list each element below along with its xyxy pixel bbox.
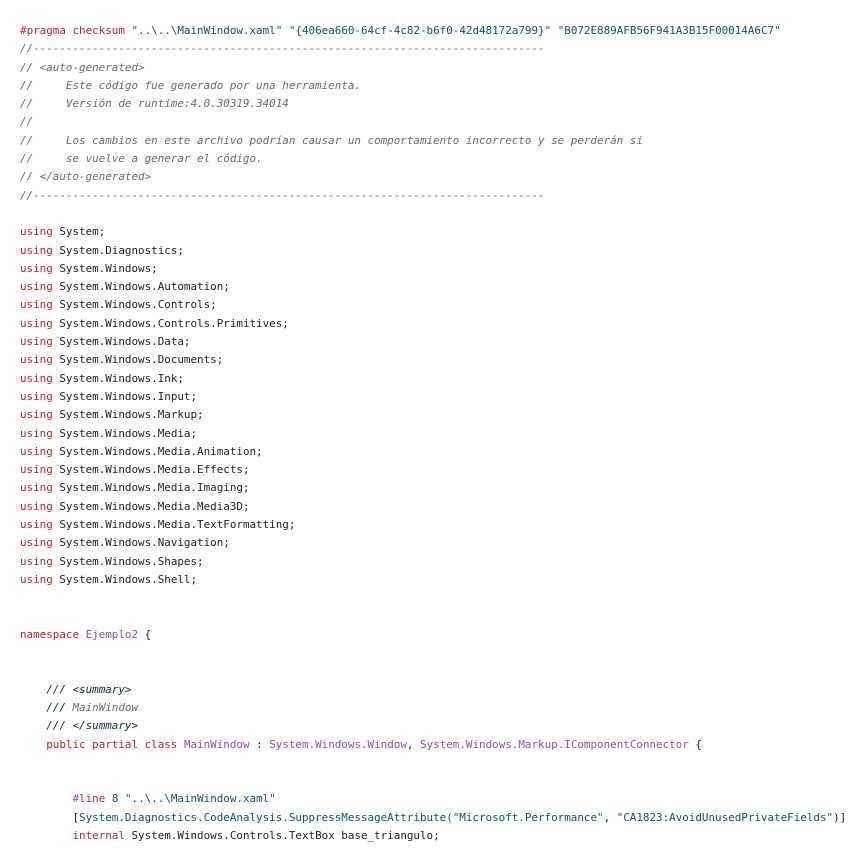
code-token-text: System.Windows.Media.TextFormatting; bbox=[52, 518, 296, 532]
code-token-text: System.Windows.Markup; bbox=[52, 408, 204, 422]
code-token-comment: // </auto-generated> bbox=[20, 170, 152, 184]
code-token-text: System.Windows.Automation; bbox=[52, 280, 230, 294]
code-token-keyword: using bbox=[20, 298, 53, 312]
code-line bbox=[20, 662, 848, 680]
code-line bbox=[20, 187, 848, 205]
code-token-string: "CA1823:AvoidUnusedPrivateFields" bbox=[616, 810, 834, 824]
code-token-keyword: namespace bbox=[20, 627, 80, 641]
code-token-comment: // Versión de runtime:4.0.30319.34014 bbox=[20, 97, 289, 111]
code-token-text bbox=[20, 701, 46, 714]
code-token-text: System.Windows.Data; bbox=[52, 335, 191, 349]
code-token-text: System.Windows; bbox=[52, 261, 158, 275]
code-line bbox=[20, 260, 848, 278]
code-token-text bbox=[20, 719, 46, 732]
code-token-comment: // bbox=[20, 115, 34, 129]
code-token-text: )] bbox=[833, 810, 847, 824]
code-line bbox=[20, 461, 848, 479]
code-token-text: System.Windows.Media.Animation; bbox=[52, 444, 263, 458]
code-line bbox=[20, 150, 848, 168]
code-token-number: 8 bbox=[111, 792, 119, 806]
code-token-keyword: public partial class bbox=[46, 737, 178, 751]
code-token-comment: //------------------------------------------------------------------------------ bbox=[20, 188, 545, 202]
code-line bbox=[20, 754, 848, 772]
code-token-text: System.Windows.Shell; bbox=[52, 572, 198, 586]
code-line bbox=[20, 113, 848, 131]
code-line bbox=[20, 22, 848, 40]
code-token-comment: MainWindow bbox=[72, 700, 139, 714]
code-line bbox=[20, 534, 848, 552]
code-token-text: System.Diagnostics; bbox=[52, 243, 184, 257]
code-line bbox=[20, 571, 848, 589]
code-line bbox=[20, 132, 848, 150]
code-token-keyword: using bbox=[20, 371, 53, 385]
code-token-text: , bbox=[406, 737, 421, 751]
code-token-keyword: using bbox=[20, 261, 53, 275]
code-line bbox=[20, 681, 848, 699]
code-line bbox=[20, 315, 848, 333]
code-token-keyword: line bbox=[79, 792, 106, 806]
code-token-text: { bbox=[688, 737, 702, 751]
code-token-text: System.Windows.Media.Imaging; bbox=[52, 481, 250, 495]
code-token-keyword: using bbox=[20, 353, 53, 367]
code-line bbox=[20, 809, 848, 827]
code-token-doc: /// <summary> bbox=[46, 682, 132, 696]
code-token-text: System.Windows.Controls; bbox=[52, 298, 217, 312]
code-token-string: "B072E889AFB56F941A3B15F00014A6C7" bbox=[557, 24, 781, 37]
code-line bbox=[20, 644, 848, 662]
code-line bbox=[20, 736, 848, 754]
code-line bbox=[20, 827, 848, 845]
code-token-text: System; bbox=[52, 225, 106, 239]
code-token-keyword: using bbox=[20, 280, 53, 294]
code-token-text bbox=[20, 829, 72, 842]
code-token-keyword: using bbox=[20, 481, 53, 495]
code-line bbox=[20, 516, 848, 534]
code-token-keyword: using bbox=[20, 225, 53, 239]
code-line bbox=[20, 717, 848, 735]
code-token-text: System.Windows.Documents; bbox=[52, 353, 224, 367]
code-line bbox=[20, 699, 848, 717]
code-line bbox=[20, 370, 848, 388]
code-token-string: "{406ea660-64cf-4c82-b6f0-42d48172a799}" bbox=[288, 24, 552, 37]
code-token-doc: /// bbox=[46, 700, 73, 714]
code-token-keyword: using bbox=[20, 426, 53, 440]
code-token-keyword: using bbox=[20, 554, 53, 568]
code-line bbox=[20, 608, 848, 626]
code-line bbox=[20, 772, 848, 790]
code-token-comment: // Este código fue generado por una herramienta. bbox=[20, 78, 361, 92]
code-token-hash: # bbox=[72, 792, 80, 806]
code-token-text: : bbox=[249, 737, 270, 751]
code-token-text bbox=[20, 792, 72, 805]
code-token-keyword: # bbox=[20, 24, 27, 37]
code-token-keyword: using bbox=[20, 499, 53, 513]
code-line bbox=[20, 278, 848, 296]
code-line bbox=[20, 626, 848, 644]
code-token-string: "..\..\MainWindow.xaml" bbox=[131, 24, 283, 37]
code-token-keyword: using bbox=[20, 572, 53, 586]
code-line bbox=[20, 333, 848, 351]
code-token-keyword: using bbox=[20, 389, 53, 403]
code-token-type: Ejemplo2 bbox=[85, 627, 139, 641]
code-line bbox=[20, 388, 848, 406]
code-token-text: , bbox=[603, 810, 617, 824]
code-token-text: [ bbox=[20, 810, 80, 824]
code-line bbox=[20, 479, 848, 497]
code-token-keyword: using bbox=[20, 463, 53, 477]
code-token-keyword: using bbox=[20, 335, 53, 349]
code-token-text: System.Windows.Input; bbox=[52, 389, 198, 403]
code-token-text: System.Windows.Controls.TextBox base_triangulo; bbox=[124, 829, 440, 843]
code-line bbox=[20, 242, 848, 260]
code-token-text: System.Windows.Media.Effects; bbox=[52, 463, 250, 477]
code-token-text: System.Windows.Controls.Primitives; bbox=[52, 316, 289, 330]
code-line bbox=[20, 790, 848, 808]
code-token-string: "..\..\MainWindow.xaml" bbox=[124, 792, 276, 806]
code-token-type: System.Windows.Window bbox=[269, 737, 407, 751]
code-token-comment: // Los cambios en este archivo podrían causar un comportamiento incorrecto y se perderán si bbox=[20, 133, 643, 147]
code-line bbox=[20, 59, 848, 77]
code-line bbox=[20, 406, 848, 424]
code-token-text: System.Windows.Media.Media3D; bbox=[52, 499, 250, 513]
code-token-string: "Microsoft.Performance" bbox=[452, 810, 604, 824]
code-token-text: System.Windows.Navigation; bbox=[52, 536, 230, 550]
code-token-string: System.Diagnostics.CodeAnalysis.SuppressMessageAttribute( bbox=[79, 810, 453, 824]
code-line bbox=[20, 296, 848, 314]
code-token-doc: /// </summary> bbox=[46, 719, 139, 733]
code-line bbox=[20, 205, 848, 223]
code-line bbox=[20, 95, 848, 113]
code-token-type: MainWindow bbox=[183, 737, 250, 751]
code-token-comment: // se vuelve a generar el código. bbox=[20, 152, 263, 166]
code-line bbox=[20, 498, 848, 516]
code-token-keyword: using bbox=[20, 518, 53, 532]
code-token-keyword: using bbox=[20, 408, 53, 422]
code-line bbox=[20, 351, 848, 369]
code-token-keyword: pragma checksum bbox=[26, 24, 125, 37]
code-token-text: System.Windows.Shapes; bbox=[52, 554, 204, 568]
code-editor[interactable] bbox=[20, 22, 848, 848]
code-token-text bbox=[20, 738, 46, 751]
code-token-text: System.Windows.Media; bbox=[52, 426, 198, 440]
code-token-type: System.Windows.Markup.IComponentConnector bbox=[420, 737, 689, 751]
code-line bbox=[20, 589, 848, 607]
code-token-comment: // <auto-generated> bbox=[20, 60, 145, 74]
code-line bbox=[20, 223, 848, 241]
code-line bbox=[20, 553, 848, 571]
code-token-text bbox=[20, 683, 46, 696]
code-line bbox=[20, 443, 848, 461]
code-token-comment: //------------------------------------------------------------------------------ bbox=[20, 42, 545, 56]
code-token-keyword: using bbox=[20, 444, 53, 458]
code-token-text: { bbox=[138, 627, 152, 641]
code-line bbox=[20, 425, 848, 443]
code-token-keyword: using bbox=[20, 243, 53, 257]
code-token-keyword: internal bbox=[72, 829, 125, 843]
code-line bbox=[20, 77, 848, 95]
code-token-keyword: using bbox=[20, 536, 53, 550]
code-line bbox=[20, 168, 848, 186]
code-token-text: System.Windows.Ink; bbox=[52, 371, 184, 385]
code-line bbox=[20, 40, 848, 58]
code-token-keyword: using bbox=[20, 316, 53, 330]
